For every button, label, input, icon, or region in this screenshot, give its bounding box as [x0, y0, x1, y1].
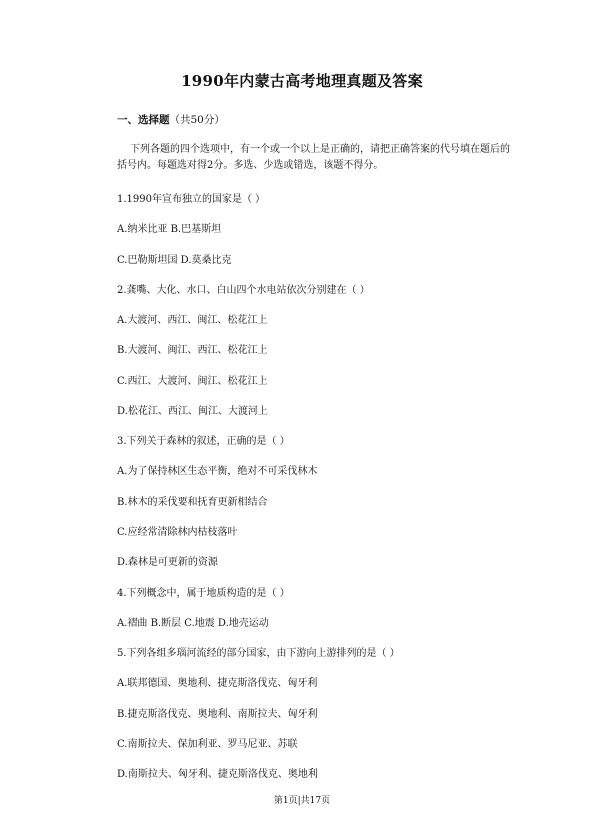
- question-2-option-a: A.大渡河、西江、闽江、松花江上: [117, 315, 268, 326]
- question-3-option-d: D.森林是可更新的资源: [117, 557, 218, 568]
- question-2-option-c: C.西江、大渡河、闽江、松花江上: [117, 376, 268, 387]
- question-3-option-c: C.应经常清除林内枯枝落叶: [117, 527, 238, 538]
- question-5-option-a: A.联邦德国、奥地利、捷克斯洛伐克、匈牙利: [117, 678, 318, 689]
- section-heading: [117, 112, 225, 127]
- question-3-option-b: B.林木的采伐要和抚育更新相结合: [117, 497, 268, 508]
- question-1-options-ab: A.纳米比亚 B.巴基斯坦: [117, 224, 222, 235]
- section-score-note: （共50分）: [169, 114, 225, 126]
- question-2: 2.龚嘴、大化、水口、白山四个水电站依次分别建在（ ）: [117, 285, 370, 296]
- question-1: 1.1990年宣布独立的国家是（ ）: [117, 194, 266, 205]
- question-1-options-cd: C.巴勒斯坦国 D.莫桑比克: [117, 255, 232, 266]
- question-2-option-b: B.大渡河、闽江、西江、松花江上: [117, 345, 268, 356]
- question-4-options: A.褶曲 B.断层 C.地震 D.地壳运动: [117, 618, 269, 629]
- question-5-option-b: B.捷克斯洛伐克、奥地利、南斯拉夫、匈牙利: [117, 709, 318, 720]
- question-2-option-d: D.松花江、西江、闽江、大渡河上: [117, 406, 268, 417]
- question-4: 4.下列概念中，属于地质构造的是（ ）: [117, 588, 290, 599]
- question-3-option-a: A.为了保持林区生态平衡，绝对不可采伐林木: [117, 466, 318, 477]
- question-3: 3.下列关于森林的叙述，正确的是（ ）: [117, 436, 290, 447]
- question-5-option-c: C.南斯拉夫、保加利亚、罗马尼亚、苏联: [117, 739, 298, 750]
- page-number-footer: 第1页|共17页: [273, 796, 331, 806]
- page-title: 1990年内蒙古高考地理真题及答案: [181, 72, 423, 90]
- question-5: 5.下列各组多瑙河流经的部分国家，由下游向上游排列的是（ ）: [117, 648, 400, 659]
- section-instructions: 下列各题的四个选项中，有一个或一个以上是正确的，请把正确答案的代号填在题后的括号内。每题选对得2分。多选、少选或错选，该题不得分。: [117, 144, 510, 171]
- question-5-option-d: D.南斯拉夫、匈牙利、捷克斯洛伐克、奥地利: [117, 769, 318, 780]
- section-heading-label: 一、选择题: [117, 114, 170, 126]
